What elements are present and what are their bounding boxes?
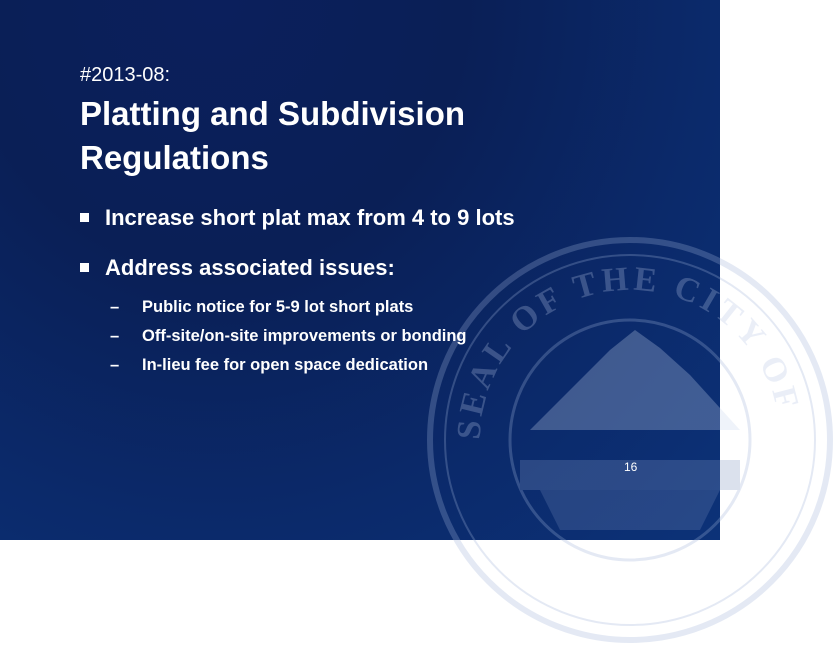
sub-bullet-text: Public notice for 5-9 lot short plats [142, 298, 414, 316]
dash-bullet-icon: – [110, 327, 120, 345]
sub-bullet-text: Off-site/on-site improvements or bonding [142, 327, 467, 345]
dash-bullet-icon: – [110, 356, 120, 374]
sub-bullet-list [110, 293, 680, 380]
dash-bullet-icon: – [110, 298, 120, 316]
sub-bullet-text: In-lieu fee for open space dedication [142, 356, 429, 374]
bullet-item [80, 255, 680, 380]
slide-subtitle: #2013-08: [80, 64, 171, 86]
bullet-text: Increase short plat max from 4 to 9 lots [105, 205, 515, 230]
page-number: 16 [624, 460, 638, 474]
seal-text: SEAL OF THE CITY OF [450, 260, 807, 441]
slide-title: Platting and Subdivision Regulations [80, 95, 466, 176]
bullet-text: Address associated issues: [105, 255, 395, 280]
bullet-list [80, 205, 680, 404]
square-bullet-icon [80, 213, 89, 222]
square-bullet-icon [80, 263, 89, 272]
sub-bullet-item [110, 322, 680, 351]
bullet-item [80, 205, 680, 231]
sub-bullet-item [110, 293, 680, 322]
sub-bullet-item [110, 351, 680, 380]
